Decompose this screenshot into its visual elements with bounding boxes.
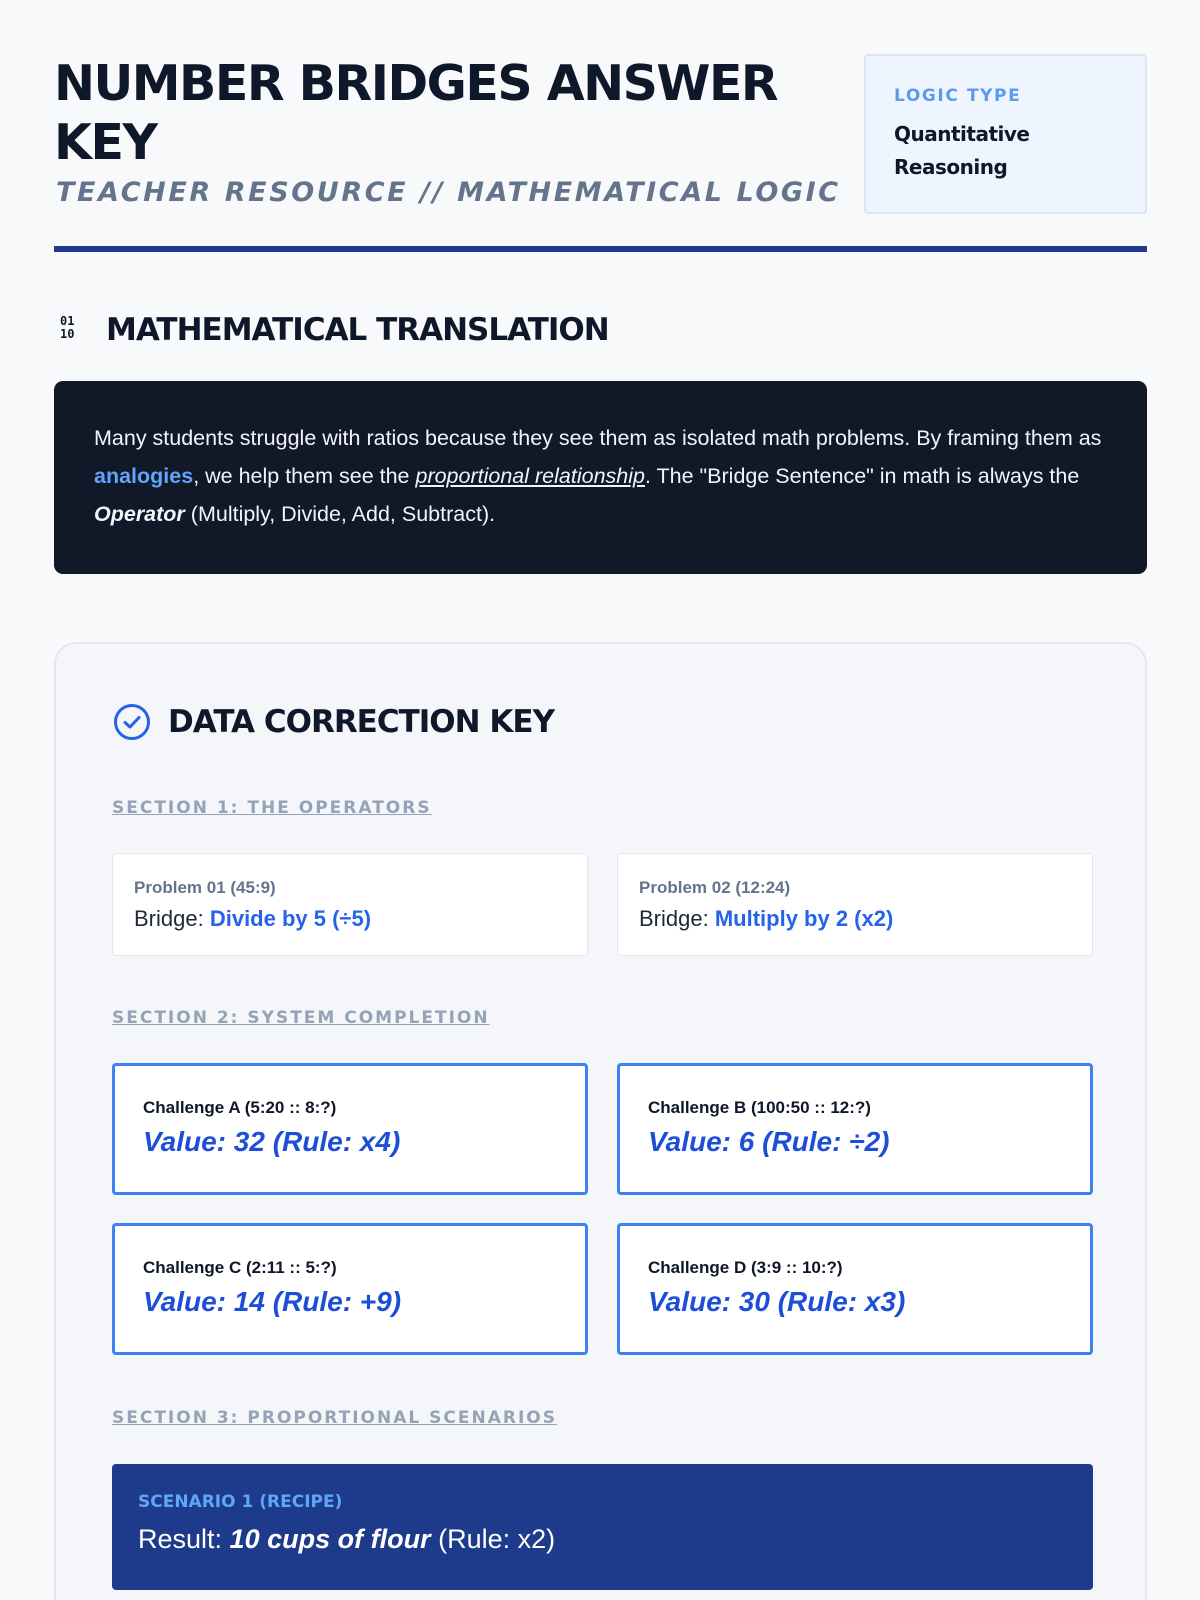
binary-icon: 01 10: [60, 314, 75, 341]
translation-text-3: . The "Bridge Sentence" in math is always the: [644, 464, 1080, 488]
page-title: NUMBER BRIDGES ANSWER KEY: [54, 55, 778, 171]
correction-key-title: DATA CORRECTION KEY: [168, 704, 555, 740]
scenario-result: [138, 1524, 1093, 1555]
section-2-label: SECTION 2: SYSTEM COMPLETION: [112, 1008, 490, 1028]
challenge-card: [617, 1223, 1093, 1355]
problem-name: Problem 01 (45:9): [134, 878, 276, 897]
translation-text-1: Many students struggle with ratios because they see them as isolated math problems. By framing them as: [94, 426, 1102, 450]
challenge-value: Value: 30 (Rule: x3): [648, 1286, 906, 1317]
section-1-label: SECTION 1: THE OPERATORS: [112, 798, 432, 818]
bridge-label: Bridge:: [639, 906, 715, 931]
challenge-name: Challenge D (3:9 :: 10:?): [648, 1258, 843, 1277]
problem-bridge: [639, 906, 1092, 932]
correction-key-heading: [112, 702, 554, 742]
challenge-card: [112, 1223, 588, 1355]
correction-key-card: [54, 642, 1147, 1600]
scenario-rule: (Rule: x2): [430, 1524, 556, 1554]
translation-text-4: (Multiply, Divide, Add, Subtract).: [184, 502, 496, 526]
problem-name: Problem 02 (12:24): [639, 878, 791, 897]
logic-type-box: [864, 54, 1147, 214]
challenge-name: Challenge C (2:11 :: 5:?): [143, 1258, 337, 1277]
translation-title: MATHEMATICAL TRANSLATION: [106, 312, 609, 348]
translation-panel: [54, 381, 1147, 574]
bridge-label: Bridge:: [134, 906, 210, 931]
translation-heading: [54, 312, 609, 348]
page-header: [54, 0, 1147, 256]
bridge-value: Multiply by 2 (x2): [714, 906, 894, 931]
challenge-value: Value: 6 (Rule: ÷2): [648, 1126, 890, 1157]
problem-card: [112, 853, 588, 956]
section-3-label: SECTION 3: PROPORTIONAL SCENARIOS: [112, 1408, 557, 1428]
scenario-name: SCENARIO 1 (RECIPE): [138, 1492, 343, 1512]
challenge-name: Challenge A (5:20 :: 8:?): [143, 1098, 337, 1117]
challenge-card: [112, 1063, 588, 1195]
header-divider: [54, 246, 1147, 252]
challenge-value: Value: 32 (Rule: x4): [143, 1126, 401, 1157]
translation-underlined: proportional relationship: [415, 464, 645, 488]
logic-type-label: LOGIC TYPE: [894, 86, 1022, 106]
answer-key-page: [54, 0, 1147, 1554]
challenge-value: Value: 14 (Rule: +9): [143, 1286, 402, 1317]
bridge-value: Divide by 5 (÷5): [209, 906, 372, 931]
scenario-result-label: Result:: [138, 1524, 230, 1554]
check-circle-icon: [112, 702, 152, 742]
challenge-card: [617, 1063, 1093, 1195]
challenge-name: Challenge B (100:50 :: 12:?): [648, 1098, 871, 1117]
page-subtitle: TEACHER RESOURCE // MATHEMATICAL LOGIC: [56, 177, 841, 208]
scenario-result-value: 10 cups of flour: [229, 1524, 431, 1554]
translation-emphasis: Operator: [94, 502, 185, 526]
scenario-card: [112, 1464, 1093, 1590]
translation-highlight: analogies: [94, 464, 194, 488]
translation-text-2: , we help them see the: [193, 464, 416, 488]
problem-card: [617, 853, 1093, 956]
problem-bridge: [134, 906, 587, 932]
logic-type-value: Quantitative Reasoning: [894, 122, 1030, 179]
